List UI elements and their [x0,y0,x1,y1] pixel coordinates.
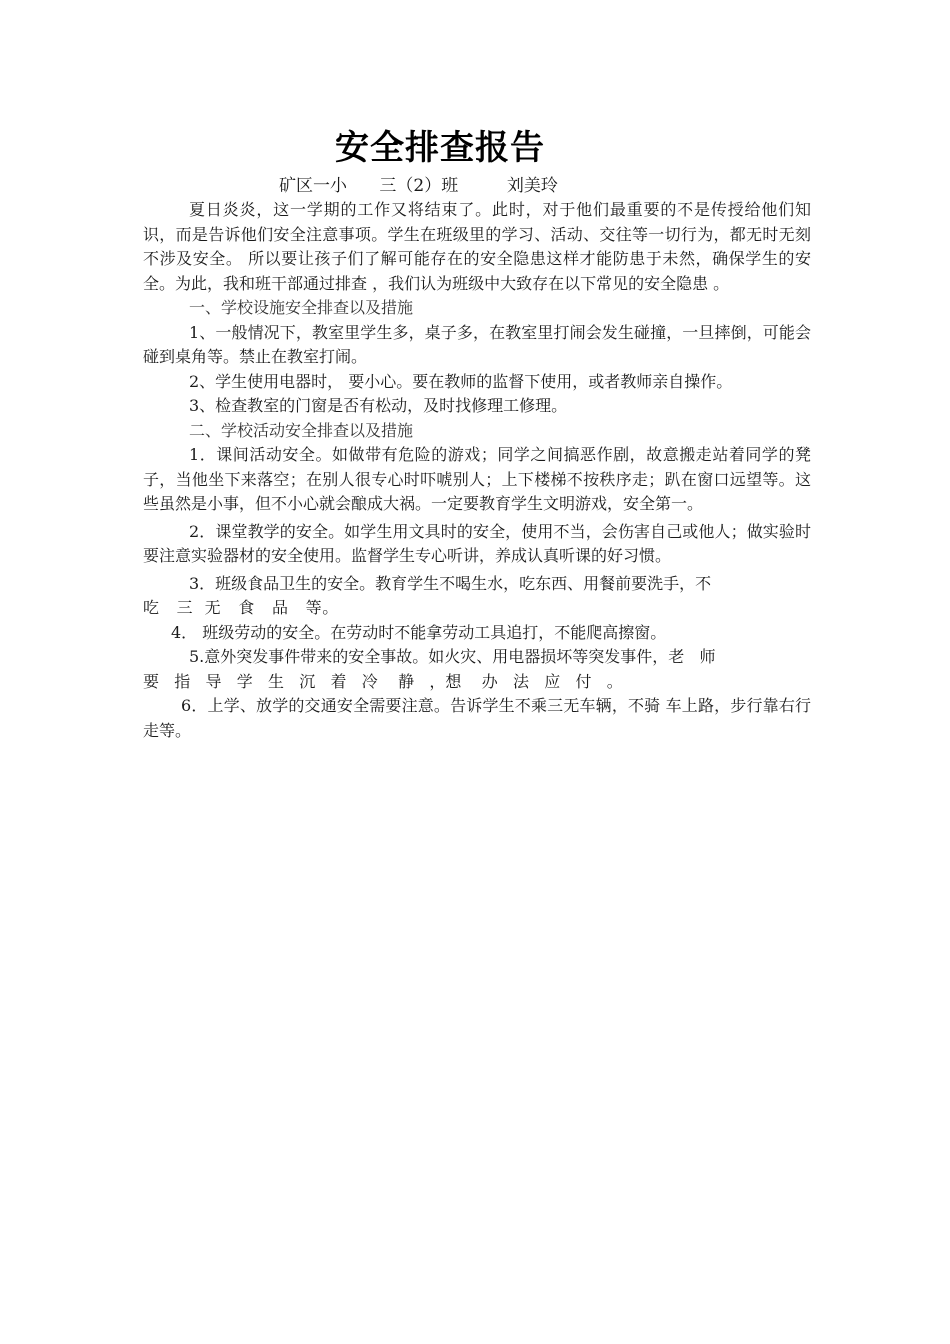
activities-item-3-line-1: 3．班级食品卫生的安全。教育学生不喝生水，吃东西、用餐前要洗手，不 [189,573,712,593]
activities-item-6: 6．上学、放学的交通安全需要注意。告诉学生不乘三无车辆，不骑 车上路，步行靠右行走等。 [143,696,811,740]
facilities-item-2: 2、学生使用电器时， 要小心。要在教师的监督下使用，或者教师亲自操作。 [189,371,733,391]
activities-item-4: 4． 班级劳动的安全。在劳动时不能拿劳动工具追打，不能爬高擦窗。 [171,622,667,642]
intro-paragraph: 夏日炎炎，这一学期的工作又将结束了。此时，对于他们最重要的不是传授给他们知识，而是告诉他们安全注意事项。学生在班级里的学习、活动、交往等一切行为，都无时无刻不涉及安全。 所以要让孩子们了解可能存在的安全隐患这样才能防患于未然，确保学生的安全。为此，我和班干部通过排查 ，我们认为班级中大致存在以下常见的安全隐患 。 [143,200,811,293]
facilities-item-1: 1、一般情况下，教室里学生多，桌子多，在教室里打闹会发生碰撞，一旦摔倒，可能会碰到桌角等。禁止在教室打闹。 [143,322,811,366]
activities-item-5-line-1: 5.意外突发事件带来的安全事故。如火灾、用电器损坏等突发事件，老 师 [189,647,716,666]
document-title: 安全排查报告 [335,128,545,168]
section-heading-facilities: 一、学校设施安全排查以及措施 [189,298,414,317]
section-heading-activities: 二、学校活动安全排查以及措施 [189,420,414,440]
facilities-item-3: 3、检查教室的门窗是否有松动，及时找修理工修理。 [189,396,568,415]
activities-item-1: 1．课间活动安全。如做带有危险的游戏；同学之间搞恶作剧，故意搬走站着同学的凳子，当他坐下来落空；在别人很专心时吓唬别人；上下楼梯不按秩序走；趴在窗口远望等。这些虽然是小事，但不小心就会酿成大祸。一定要教育学生文明游戏，安全第一。 [143,445,811,513]
document-body [143,198,811,743]
activities-item-5-line-2: 要 指 导 学 生 沉 着 冷 静 ，想 办 法 应 付 。 [143,671,623,691]
document-subtitle: 矿区一小 三（2）班 刘美玲 [279,176,558,196]
activities-item-2: 2．课堂教学的安全。如学生用文具时的安全，使用不当，会伤害自己或他人；做实验时要注意实验器材的安全使用。监督学生专心听讲，养成认真听课的好习惯。 [143,521,811,565]
activities-item-3-line-2: 吃 三 无 食 品 等。 [143,598,339,617]
